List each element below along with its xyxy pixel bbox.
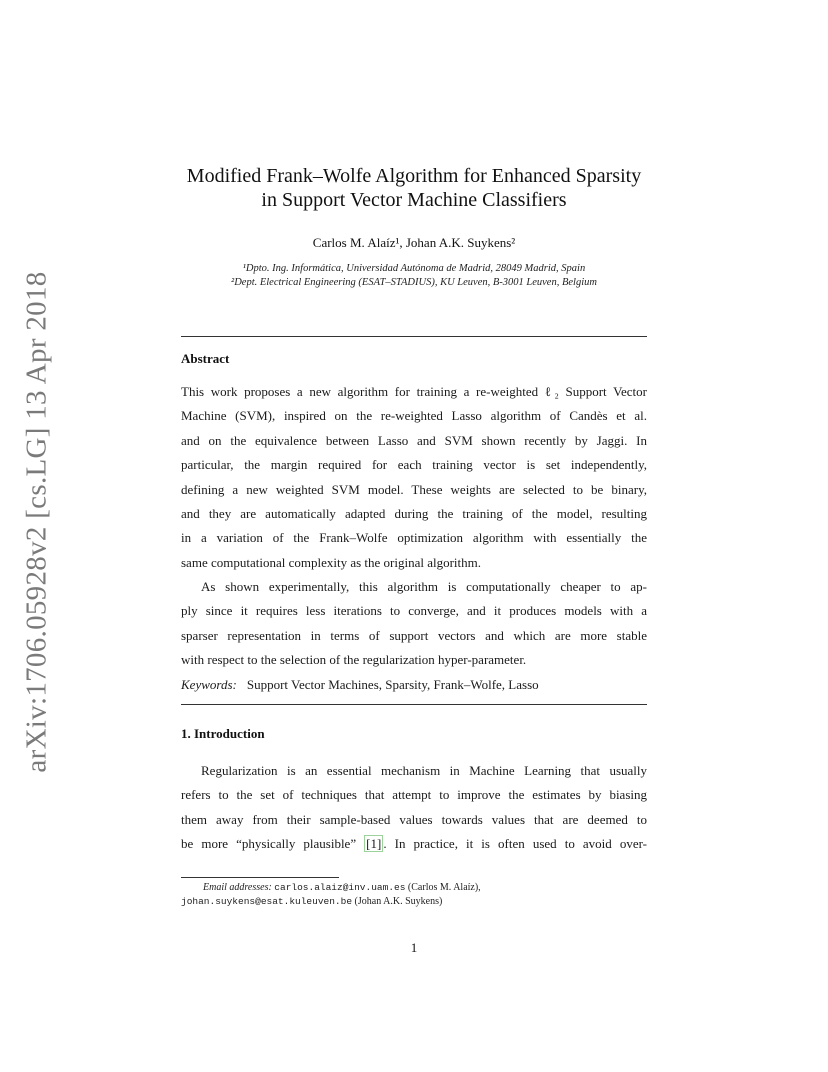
arxiv-stamp: arXiv:1706.05928v2 [cs.LG] 13 Apr 2018	[20, 271, 53, 773]
text-line: As shown experimentally, this algorithm is computationally cheaper to ap-	[201, 579, 647, 594]
title-line: Modified Frank–Wolfe Algorithm for Enhanced Sparsity	[186, 165, 642, 187]
text-line: particular, the margin required for each training vector is set independently,	[181, 457, 647, 473]
affiliation: ¹Dpto. Ing. Informática, Universidad Autónoma de Madrid, 28049 Madrid, Spain	[242, 263, 586, 274]
keywords	[181, 677, 539, 693]
page-number: 1	[410, 940, 418, 955]
text-line: defining a new weighted SVM model. These weights are selected to be binary,	[181, 481, 647, 497]
email-address[interactable]: johan.suykens@esat.kuleuven.be	[181, 896, 353, 907]
affiliation: ²Dept. Electrical Engineering (ESAT–STADIUS), KU Leuven, B-3001 Leuven, Belgium	[231, 277, 597, 288]
affiliations	[181, 262, 647, 290]
text-line: with respect to the selection of the regularization hyper-parameter.	[181, 652, 527, 668]
email-owner: (Carlos M. Alaíz),	[407, 882, 481, 893]
text-line: sparser representation in terms of support vectors and which are more stable	[181, 627, 647, 643]
text-segment: be more “physically plausible”	[181, 836, 365, 852]
text-line: in a variation of the Frank–Wolfe optimization algorithm with essentially the	[181, 530, 647, 546]
section-heading-introduction: 1. Introduction	[181, 726, 265, 741]
abstract-heading: Abstract	[181, 351, 230, 366]
abstract-top-rule	[181, 336, 647, 337]
footnote-label: Email addresses:	[203, 882, 272, 893]
text-line: them away from their sample-based values towards values that are deemed to	[181, 811, 647, 827]
text-line: and they are automatically adapted during the training of the model, resulting	[181, 506, 647, 522]
paper-title	[181, 164, 647, 212]
text-line: This work proposes a new algorithm for training a re-weighted ℓ₂ Support Vector	[181, 384, 647, 399]
footnote-rule	[181, 877, 339, 878]
text-line: ply since it requires less iterations to converge, and it produces models with a	[181, 603, 647, 619]
title-line: in Support Vector Machine Classifiers	[261, 189, 567, 211]
abstract-paragraph-2	[181, 575, 647, 673]
introduction-paragraph	[181, 759, 647, 857]
text-segment: . In practice, it is often used to avoid over-	[383, 836, 648, 852]
citation-link[interactable]: [1]	[366, 836, 382, 852]
abstract-paragraph-1	[181, 380, 647, 575]
email-owner: (Johan A.K. Suykens)	[354, 896, 443, 907]
text-line	[181, 832, 647, 856]
footnote-line	[181, 895, 647, 909]
text-line: same computational complexity as the original algorithm.	[181, 554, 482, 570]
keywords-text: Support Vector Machines, Sparsity, Frank–Wolfe, Lasso	[246, 677, 539, 692]
author-list: Carlos M. Alaíz¹, Johan A.K. Suykens²	[312, 235, 516, 250]
abstract-bottom-rule	[181, 704, 647, 705]
text-line: Regularization is an essential mechanism in Machine Learning that usually	[201, 763, 647, 778]
footnote	[181, 881, 647, 909]
text-line: refers to the set of techniques that attempt to improve the estimates by biasing	[181, 787, 647, 803]
text-line: and on the equivalence between Lasso and SVM shown recently by Jaggi. In	[181, 432, 647, 448]
footnote-line	[181, 881, 647, 895]
text-line: Machine (SVM), inspired on the re-weighted Lasso algorithm of Candès et al.	[181, 408, 647, 424]
keywords-label: Keywords:	[181, 677, 237, 692]
email-address[interactable]: carlos.alaiz@inv.uam.es	[274, 882, 406, 893]
